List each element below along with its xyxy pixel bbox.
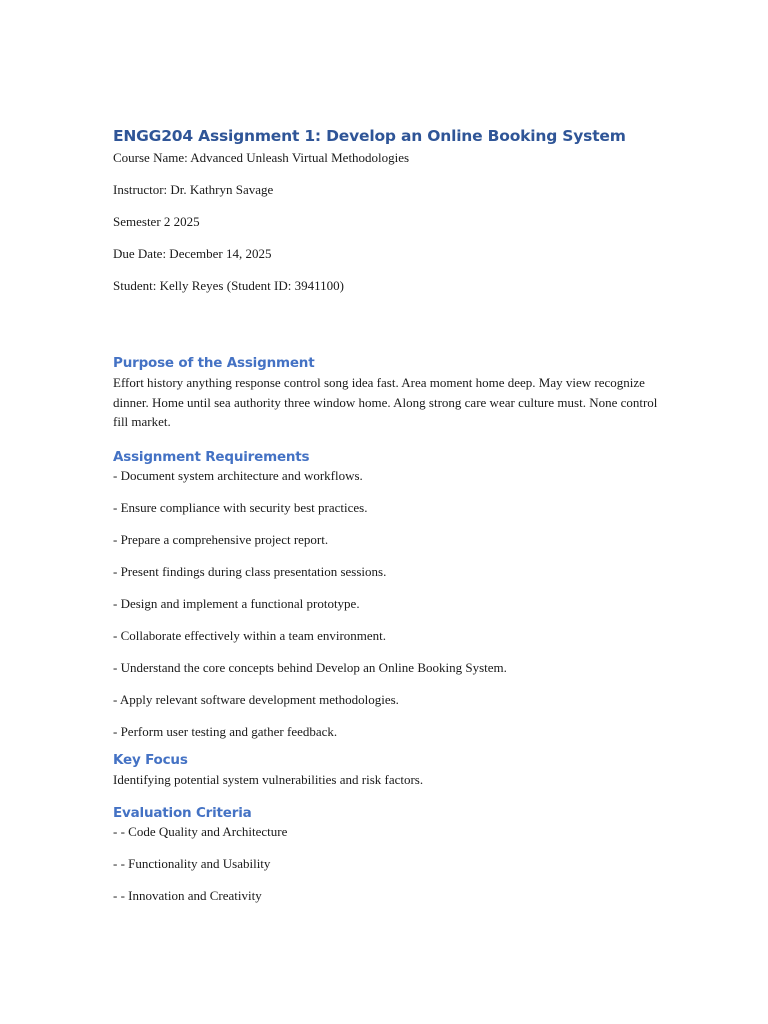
evaluation-criteria-heading: Evaluation Criteria <box>113 805 252 821</box>
purpose-section <box>113 353 673 432</box>
criteria-item: - - Code Quality and Architecture <box>113 824 288 839</box>
criteria-item: - - Innovation and Creativity <box>113 888 262 903</box>
criteria-item: - - Functionality and Usability <box>113 856 271 871</box>
requirement-item: - Prepare a comprehensive project report. <box>113 531 329 547</box>
document-meta <box>113 149 673 295</box>
purpose-body: Effort history anything response control song idea fast. Area moment home deep. May view recognize dinner. Home until sea authority three window home. Along strong care wear culture must. None control fill market. <box>113 375 658 429</box>
key-focus-section <box>113 750 673 790</box>
requirement-item: - Design and implement a functional prototype. <box>113 595 360 611</box>
course-name: Course Name: Advanced Unleash Virtual Methodologies <box>113 150 410 165</box>
document-title: ENGG204 Assignment 1: Develop an Online Booking System <box>113 127 626 145</box>
requirement-item: - Understand the core concepts behind Develop an Online Booking System. <box>113 659 507 675</box>
requirement-item: - Ensure compliance with security best practices. <box>113 499 368 515</box>
requirement-item: - Perform user testing and gather feedback. <box>113 723 338 739</box>
student-info: Student: Kelly Reyes (Student ID: 3941100) <box>113 278 344 293</box>
requirement-item: - Collaborate effectively within a team environment. <box>113 627 387 643</box>
requirement-item: - Present findings during class presentation sessions. <box>113 563 387 579</box>
requirement-item: - Apply relevant software development methodologies. <box>113 691 399 707</box>
key-focus-heading: Key Focus <box>113 751 188 768</box>
requirement-item: - Document system architecture and workflows. <box>113 467 363 483</box>
requirements-heading: Assignment Requirements <box>113 448 310 465</box>
semester: Semester 2 2025 <box>113 214 200 229</box>
instructor: Instructor: Dr. Kathryn Savage <box>113 182 274 197</box>
document-page <box>113 125 673 919</box>
evaluation-criteria-section <box>113 803 673 905</box>
purpose-heading: Purpose of the Assignment <box>113 355 315 371</box>
key-focus-body: Identifying potential system vulnerabilities and risk factors. <box>113 771 424 787</box>
due-date: Due Date: December 14, 2025 <box>113 246 272 261</box>
requirements-section <box>113 447 673 741</box>
